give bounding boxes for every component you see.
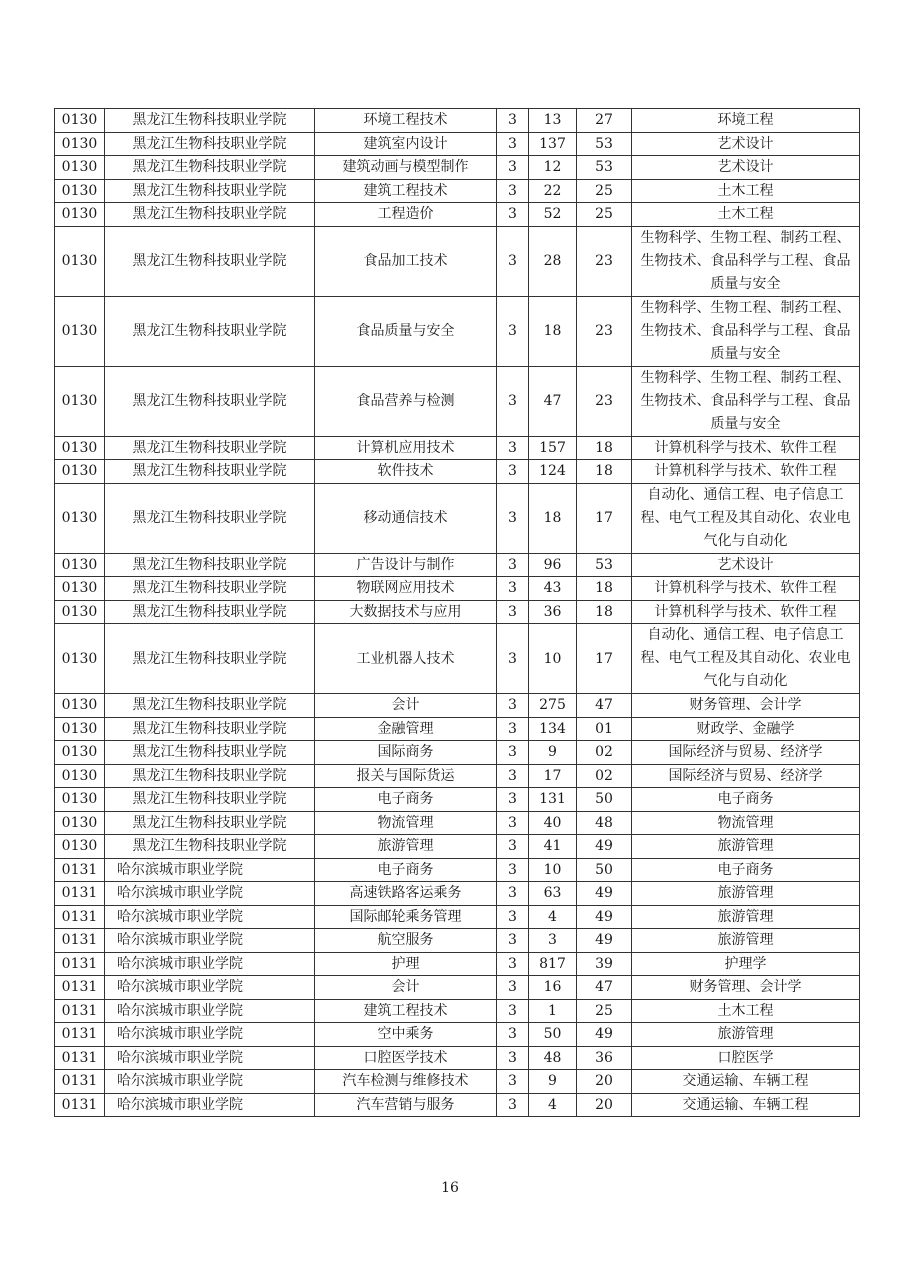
undergrad-majors-cell: 旅游管理 bbox=[632, 835, 860, 859]
school-code-cell: 0130 bbox=[55, 179, 105, 203]
school-code-cell: 0130 bbox=[55, 226, 105, 296]
category-code-cell: 36 bbox=[577, 1046, 632, 1070]
school-code-cell: 0130 bbox=[55, 132, 105, 156]
school-code-cell: 0131 bbox=[55, 976, 105, 1000]
plan-count-cell: 22 bbox=[529, 179, 577, 203]
table-row bbox=[55, 366, 860, 436]
plan-count-cell: 817 bbox=[529, 952, 577, 976]
school-name-cell: 黑龙江生物科技职业学院 bbox=[105, 109, 315, 133]
table-row bbox=[55, 1023, 860, 1047]
school-name-cell: 黑龙江生物科技职业学院 bbox=[105, 436, 315, 460]
category-code-cell: 23 bbox=[577, 366, 632, 436]
school-code-cell: 0131 bbox=[55, 905, 105, 929]
duration-cell: 3 bbox=[497, 1093, 529, 1117]
table-row bbox=[55, 624, 860, 694]
school-name-cell: 哈尔滨城市职业学院 bbox=[105, 1070, 315, 1094]
category-code-cell: 49 bbox=[577, 1023, 632, 1047]
category-code-cell: 48 bbox=[577, 811, 632, 835]
category-code-cell: 20 bbox=[577, 1093, 632, 1117]
undergrad-majors-cell: 财政学、金融学 bbox=[632, 717, 860, 741]
school-name-cell: 哈尔滨城市职业学院 bbox=[105, 999, 315, 1023]
major-name-cell: 食品营养与检测 bbox=[315, 366, 497, 436]
admission-table-body bbox=[55, 109, 860, 1117]
major-name-cell: 软件技术 bbox=[315, 460, 497, 484]
plan-count-cell: 134 bbox=[529, 717, 577, 741]
table-row bbox=[55, 483, 860, 553]
duration-cell: 3 bbox=[497, 976, 529, 1000]
page-number: 16 bbox=[441, 1180, 459, 1196]
major-name-cell: 金融管理 bbox=[315, 717, 497, 741]
undergrad-majors-cell: 计算机科学与技术、软件工程 bbox=[632, 436, 860, 460]
major-name-cell: 广告设计与制作 bbox=[315, 553, 497, 577]
duration-cell: 3 bbox=[497, 577, 529, 601]
school-code-cell: 0130 bbox=[55, 811, 105, 835]
plan-count-cell: 157 bbox=[529, 436, 577, 460]
school-name-cell: 黑龙江生物科技职业学院 bbox=[105, 460, 315, 484]
duration-cell: 3 bbox=[497, 226, 529, 296]
school-code-cell: 0131 bbox=[55, 929, 105, 953]
school-name-cell: 黑龙江生物科技职业学院 bbox=[105, 179, 315, 203]
undergrad-majors-cell: 国际经济与贸易、经济学 bbox=[632, 764, 860, 788]
school-name-cell: 黑龙江生物科技职业学院 bbox=[105, 226, 315, 296]
undergrad-majors-cell: 计算机科学与技术、软件工程 bbox=[632, 600, 860, 624]
major-name-cell: 建筑工程技术 bbox=[315, 179, 497, 203]
school-code-cell: 0131 bbox=[55, 1046, 105, 1070]
table-row bbox=[55, 203, 860, 227]
school-name-cell: 黑龙江生物科技职业学院 bbox=[105, 366, 315, 436]
table-row bbox=[55, 717, 860, 741]
school-name-cell: 哈尔滨城市职业学院 bbox=[105, 929, 315, 953]
undergrad-majors-cell: 生物科学、生物工程、制药工程、生物技术、食品科学与工程、食品质量与安全 bbox=[632, 226, 860, 296]
plan-count-cell: 36 bbox=[529, 600, 577, 624]
school-code-cell: 0130 bbox=[55, 624, 105, 694]
undergrad-majors-cell: 物流管理 bbox=[632, 811, 860, 835]
plan-count-cell: 124 bbox=[529, 460, 577, 484]
school-code-cell: 0130 bbox=[55, 296, 105, 366]
duration-cell: 3 bbox=[497, 156, 529, 180]
undergrad-majors-cell: 艺术设计 bbox=[632, 553, 860, 577]
plan-count-cell: 3 bbox=[529, 929, 577, 953]
major-name-cell: 国际邮轮乘务管理 bbox=[315, 905, 497, 929]
major-name-cell: 计算机应用技术 bbox=[315, 436, 497, 460]
major-name-cell: 移动通信技术 bbox=[315, 483, 497, 553]
duration-cell: 3 bbox=[497, 179, 529, 203]
duration-cell: 3 bbox=[497, 858, 529, 882]
duration-cell: 3 bbox=[497, 296, 529, 366]
major-name-cell: 建筑室内设计 bbox=[315, 132, 497, 156]
school-code-cell: 0130 bbox=[55, 741, 105, 765]
major-name-cell: 航空服务 bbox=[315, 929, 497, 953]
undergrad-majors-cell: 土木工程 bbox=[632, 999, 860, 1023]
duration-cell: 3 bbox=[497, 1070, 529, 1094]
duration-cell: 3 bbox=[497, 553, 529, 577]
school-name-cell: 哈尔滨城市职业学院 bbox=[105, 952, 315, 976]
undergrad-majors-cell: 交通运输、车辆工程 bbox=[632, 1070, 860, 1094]
category-code-cell: 27 bbox=[577, 109, 632, 133]
undergrad-majors-cell: 自动化、通信工程、电子信息工程、电气工程及其自动化、农业电气化与自动化 bbox=[632, 624, 860, 694]
major-name-cell: 会计 bbox=[315, 694, 497, 718]
school-name-cell: 哈尔滨城市职业学院 bbox=[105, 1046, 315, 1070]
school-code-cell: 0130 bbox=[55, 156, 105, 180]
major-name-cell: 食品加工技术 bbox=[315, 226, 497, 296]
school-name-cell: 黑龙江生物科技职业学院 bbox=[105, 624, 315, 694]
table-row bbox=[55, 811, 860, 835]
undergrad-majors-cell: 艺术设计 bbox=[632, 132, 860, 156]
plan-count-cell: 12 bbox=[529, 156, 577, 180]
duration-cell: 3 bbox=[497, 694, 529, 718]
school-code-cell: 0131 bbox=[55, 858, 105, 882]
duration-cell: 3 bbox=[497, 436, 529, 460]
table-row bbox=[55, 1046, 860, 1070]
category-code-cell: 25 bbox=[577, 203, 632, 227]
school-name-cell: 黑龙江生物科技职业学院 bbox=[105, 203, 315, 227]
school-name-cell: 哈尔滨城市职业学院 bbox=[105, 976, 315, 1000]
undergrad-majors-cell: 土木工程 bbox=[632, 203, 860, 227]
duration-cell: 3 bbox=[497, 717, 529, 741]
duration-cell: 3 bbox=[497, 1023, 529, 1047]
category-code-cell: 18 bbox=[577, 600, 632, 624]
plan-count-cell: 4 bbox=[529, 905, 577, 929]
admission-table bbox=[54, 108, 860, 1117]
table-row bbox=[55, 929, 860, 953]
duration-cell: 3 bbox=[497, 929, 529, 953]
school-code-cell: 0130 bbox=[55, 366, 105, 436]
school-name-cell: 黑龙江生物科技职业学院 bbox=[105, 600, 315, 624]
school-code-cell: 0130 bbox=[55, 600, 105, 624]
school-name-cell: 哈尔滨城市职业学院 bbox=[105, 882, 315, 906]
duration-cell: 3 bbox=[497, 741, 529, 765]
duration-cell: 3 bbox=[497, 952, 529, 976]
school-name-cell: 哈尔滨城市职业学院 bbox=[105, 905, 315, 929]
undergrad-majors-cell: 自动化、通信工程、电子信息工程、电气工程及其自动化、农业电气化与自动化 bbox=[632, 483, 860, 553]
plan-count-cell: 40 bbox=[529, 811, 577, 835]
plan-count-cell: 50 bbox=[529, 1023, 577, 1047]
duration-cell: 3 bbox=[497, 882, 529, 906]
plan-count-cell: 28 bbox=[529, 226, 577, 296]
school-name-cell: 哈尔滨城市职业学院 bbox=[105, 1023, 315, 1047]
school-name-cell: 黑龙江生物科技职业学院 bbox=[105, 788, 315, 812]
major-name-cell: 工业机器人技术 bbox=[315, 624, 497, 694]
plan-count-cell: 48 bbox=[529, 1046, 577, 1070]
undergrad-majors-cell: 口腔医学 bbox=[632, 1046, 860, 1070]
table-row bbox=[55, 553, 860, 577]
table-row bbox=[55, 156, 860, 180]
undergrad-majors-cell: 电子商务 bbox=[632, 858, 860, 882]
school-code-cell: 0130 bbox=[55, 483, 105, 553]
undergrad-majors-cell: 旅游管理 bbox=[632, 929, 860, 953]
table-row bbox=[55, 600, 860, 624]
plan-count-cell: 13 bbox=[529, 109, 577, 133]
school-code-cell: 0131 bbox=[55, 952, 105, 976]
undergrad-majors-cell: 财务管理、会计学 bbox=[632, 976, 860, 1000]
school-name-cell: 黑龙江生物科技职业学院 bbox=[105, 835, 315, 859]
school-name-cell: 黑龙江生物科技职业学院 bbox=[105, 717, 315, 741]
school-code-cell: 0131 bbox=[55, 882, 105, 906]
plan-count-cell: 275 bbox=[529, 694, 577, 718]
category-code-cell: 50 bbox=[577, 788, 632, 812]
plan-count-cell: 137 bbox=[529, 132, 577, 156]
plan-count-cell: 10 bbox=[529, 858, 577, 882]
school-code-cell: 0131 bbox=[55, 999, 105, 1023]
undergrad-majors-cell: 旅游管理 bbox=[632, 882, 860, 906]
table-row bbox=[55, 132, 860, 156]
table-row bbox=[55, 764, 860, 788]
category-code-cell: 49 bbox=[577, 835, 632, 859]
table-row bbox=[55, 109, 860, 133]
school-name-cell: 黑龙江生物科技职业学院 bbox=[105, 156, 315, 180]
table-row bbox=[55, 976, 860, 1000]
duration-cell: 3 bbox=[497, 1046, 529, 1070]
category-code-cell: 53 bbox=[577, 156, 632, 180]
plan-count-cell: 131 bbox=[529, 788, 577, 812]
undergrad-majors-cell: 护理学 bbox=[632, 952, 860, 976]
undergrad-majors-cell: 环境工程 bbox=[632, 109, 860, 133]
plan-count-cell: 17 bbox=[529, 764, 577, 788]
school-code-cell: 0131 bbox=[55, 1070, 105, 1094]
plan-count-cell: 47 bbox=[529, 366, 577, 436]
school-code-cell: 0130 bbox=[55, 788, 105, 812]
category-code-cell: 18 bbox=[577, 577, 632, 601]
category-code-cell: 18 bbox=[577, 436, 632, 460]
school-code-cell: 0130 bbox=[55, 460, 105, 484]
school-code-cell: 0130 bbox=[55, 553, 105, 577]
table-row bbox=[55, 952, 860, 976]
undergrad-majors-cell: 艺术设计 bbox=[632, 156, 860, 180]
undergrad-majors-cell: 电子商务 bbox=[632, 788, 860, 812]
duration-cell: 3 bbox=[497, 764, 529, 788]
category-code-cell: 25 bbox=[577, 999, 632, 1023]
duration-cell: 3 bbox=[497, 460, 529, 484]
category-code-cell: 49 bbox=[577, 929, 632, 953]
table-row bbox=[55, 226, 860, 296]
school-code-cell: 0130 bbox=[55, 577, 105, 601]
plan-count-cell: 18 bbox=[529, 296, 577, 366]
category-code-cell: 23 bbox=[577, 226, 632, 296]
undergrad-majors-cell: 旅游管理 bbox=[632, 1023, 860, 1047]
school-code-cell: 0130 bbox=[55, 436, 105, 460]
undergrad-majors-cell: 交通运输、车辆工程 bbox=[632, 1093, 860, 1117]
school-code-cell: 0131 bbox=[55, 1093, 105, 1117]
table-row bbox=[55, 858, 860, 882]
major-name-cell: 汽车营销与服务 bbox=[315, 1093, 497, 1117]
major-name-cell: 国际商务 bbox=[315, 741, 497, 765]
major-name-cell: 汽车检测与维修技术 bbox=[315, 1070, 497, 1094]
table-row bbox=[55, 1093, 860, 1117]
undergrad-majors-cell: 计算机科学与技术、软件工程 bbox=[632, 460, 860, 484]
undergrad-majors-cell: 旅游管理 bbox=[632, 905, 860, 929]
school-name-cell: 黑龙江生物科技职业学院 bbox=[105, 577, 315, 601]
school-name-cell: 黑龙江生物科技职业学院 bbox=[105, 483, 315, 553]
category-code-cell: 20 bbox=[577, 1070, 632, 1094]
category-code-cell: 49 bbox=[577, 882, 632, 906]
plan-count-cell: 1 bbox=[529, 999, 577, 1023]
undergrad-majors-cell: 生物科学、生物工程、制药工程、生物技术、食品科学与工程、食品质量与安全 bbox=[632, 366, 860, 436]
category-code-cell: 49 bbox=[577, 905, 632, 929]
school-code-cell: 0130 bbox=[55, 203, 105, 227]
category-code-cell: 17 bbox=[577, 624, 632, 694]
school-code-cell: 0130 bbox=[55, 764, 105, 788]
duration-cell: 3 bbox=[497, 999, 529, 1023]
duration-cell: 3 bbox=[497, 600, 529, 624]
major-name-cell: 空中乘务 bbox=[315, 1023, 497, 1047]
major-name-cell: 护理 bbox=[315, 952, 497, 976]
table-row bbox=[55, 460, 860, 484]
plan-count-cell: 96 bbox=[529, 553, 577, 577]
major-name-cell: 电子商务 bbox=[315, 788, 497, 812]
undergrad-majors-cell: 生物科学、生物工程、制药工程、生物技术、食品科学与工程、食品质量与安全 bbox=[632, 296, 860, 366]
school-code-cell: 0130 bbox=[55, 694, 105, 718]
plan-count-cell: 10 bbox=[529, 624, 577, 694]
category-code-cell: 02 bbox=[577, 764, 632, 788]
plan-count-cell: 4 bbox=[529, 1093, 577, 1117]
duration-cell: 3 bbox=[497, 905, 529, 929]
school-name-cell: 黑龙江生物科技职业学院 bbox=[105, 764, 315, 788]
table-row bbox=[55, 694, 860, 718]
major-name-cell: 会计 bbox=[315, 976, 497, 1000]
category-code-cell: 25 bbox=[577, 179, 632, 203]
category-code-cell: 01 bbox=[577, 717, 632, 741]
major-name-cell: 口腔医学技术 bbox=[315, 1046, 497, 1070]
category-code-cell: 39 bbox=[577, 952, 632, 976]
major-name-cell: 工程造价 bbox=[315, 203, 497, 227]
duration-cell: 3 bbox=[497, 624, 529, 694]
category-code-cell: 17 bbox=[577, 483, 632, 553]
table-row bbox=[55, 905, 860, 929]
category-code-cell: 50 bbox=[577, 858, 632, 882]
table-row bbox=[55, 741, 860, 765]
plan-count-cell: 43 bbox=[529, 577, 577, 601]
category-code-cell: 02 bbox=[577, 741, 632, 765]
major-name-cell: 食品质量与安全 bbox=[315, 296, 497, 366]
school-name-cell: 黑龙江生物科技职业学院 bbox=[105, 132, 315, 156]
major-name-cell: 环境工程技术 bbox=[315, 109, 497, 133]
major-name-cell: 高速铁路客运乘务 bbox=[315, 882, 497, 906]
table-row bbox=[55, 1070, 860, 1094]
plan-count-cell: 41 bbox=[529, 835, 577, 859]
duration-cell: 3 bbox=[497, 835, 529, 859]
table-row bbox=[55, 179, 860, 203]
school-code-cell: 0130 bbox=[55, 835, 105, 859]
category-code-cell: 47 bbox=[577, 694, 632, 718]
table-row bbox=[55, 577, 860, 601]
category-code-cell: 53 bbox=[577, 553, 632, 577]
school-name-cell: 哈尔滨城市职业学院 bbox=[105, 1093, 315, 1117]
plan-count-cell: 52 bbox=[529, 203, 577, 227]
duration-cell: 3 bbox=[497, 366, 529, 436]
school-code-cell: 0130 bbox=[55, 717, 105, 741]
duration-cell: 3 bbox=[497, 788, 529, 812]
major-name-cell: 物联网应用技术 bbox=[315, 577, 497, 601]
undergrad-majors-cell: 土木工程 bbox=[632, 179, 860, 203]
duration-cell: 3 bbox=[497, 811, 529, 835]
school-code-cell: 0131 bbox=[55, 1023, 105, 1047]
major-name-cell: 建筑工程技术 bbox=[315, 999, 497, 1023]
major-name-cell: 大数据技术与应用 bbox=[315, 600, 497, 624]
table-row bbox=[55, 835, 860, 859]
category-code-cell: 18 bbox=[577, 460, 632, 484]
duration-cell: 3 bbox=[497, 109, 529, 133]
table-row bbox=[55, 999, 860, 1023]
school-name-cell: 哈尔滨城市职业学院 bbox=[105, 858, 315, 882]
major-name-cell: 物流管理 bbox=[315, 811, 497, 835]
school-code-cell: 0130 bbox=[55, 109, 105, 133]
table-row bbox=[55, 882, 860, 906]
category-code-cell: 53 bbox=[577, 132, 632, 156]
school-name-cell: 黑龙江生物科技职业学院 bbox=[105, 694, 315, 718]
major-name-cell: 报关与国际货运 bbox=[315, 764, 497, 788]
undergrad-majors-cell: 财务管理、会计学 bbox=[632, 694, 860, 718]
undergrad-majors-cell: 计算机科学与技术、软件工程 bbox=[632, 577, 860, 601]
table-row bbox=[55, 788, 860, 812]
school-name-cell: 黑龙江生物科技职业学院 bbox=[105, 296, 315, 366]
category-code-cell: 47 bbox=[577, 976, 632, 1000]
plan-count-cell: 63 bbox=[529, 882, 577, 906]
plan-count-cell: 16 bbox=[529, 976, 577, 1000]
school-name-cell: 黑龙江生物科技职业学院 bbox=[105, 811, 315, 835]
plan-count-cell: 18 bbox=[529, 483, 577, 553]
category-code-cell: 23 bbox=[577, 296, 632, 366]
plan-count-cell: 9 bbox=[529, 1070, 577, 1094]
major-name-cell: 建筑动画与模型制作 bbox=[315, 156, 497, 180]
duration-cell: 3 bbox=[497, 132, 529, 156]
undergrad-majors-cell: 国际经济与贸易、经济学 bbox=[632, 741, 860, 765]
table-row bbox=[55, 296, 860, 366]
major-name-cell: 电子商务 bbox=[315, 858, 497, 882]
duration-cell: 3 bbox=[497, 203, 529, 227]
school-name-cell: 黑龙江生物科技职业学院 bbox=[105, 741, 315, 765]
school-name-cell: 黑龙江生物科技职业学院 bbox=[105, 553, 315, 577]
major-name-cell: 旅游管理 bbox=[315, 835, 497, 859]
plan-count-cell: 9 bbox=[529, 741, 577, 765]
table-row bbox=[55, 436, 860, 460]
duration-cell: 3 bbox=[497, 483, 529, 553]
